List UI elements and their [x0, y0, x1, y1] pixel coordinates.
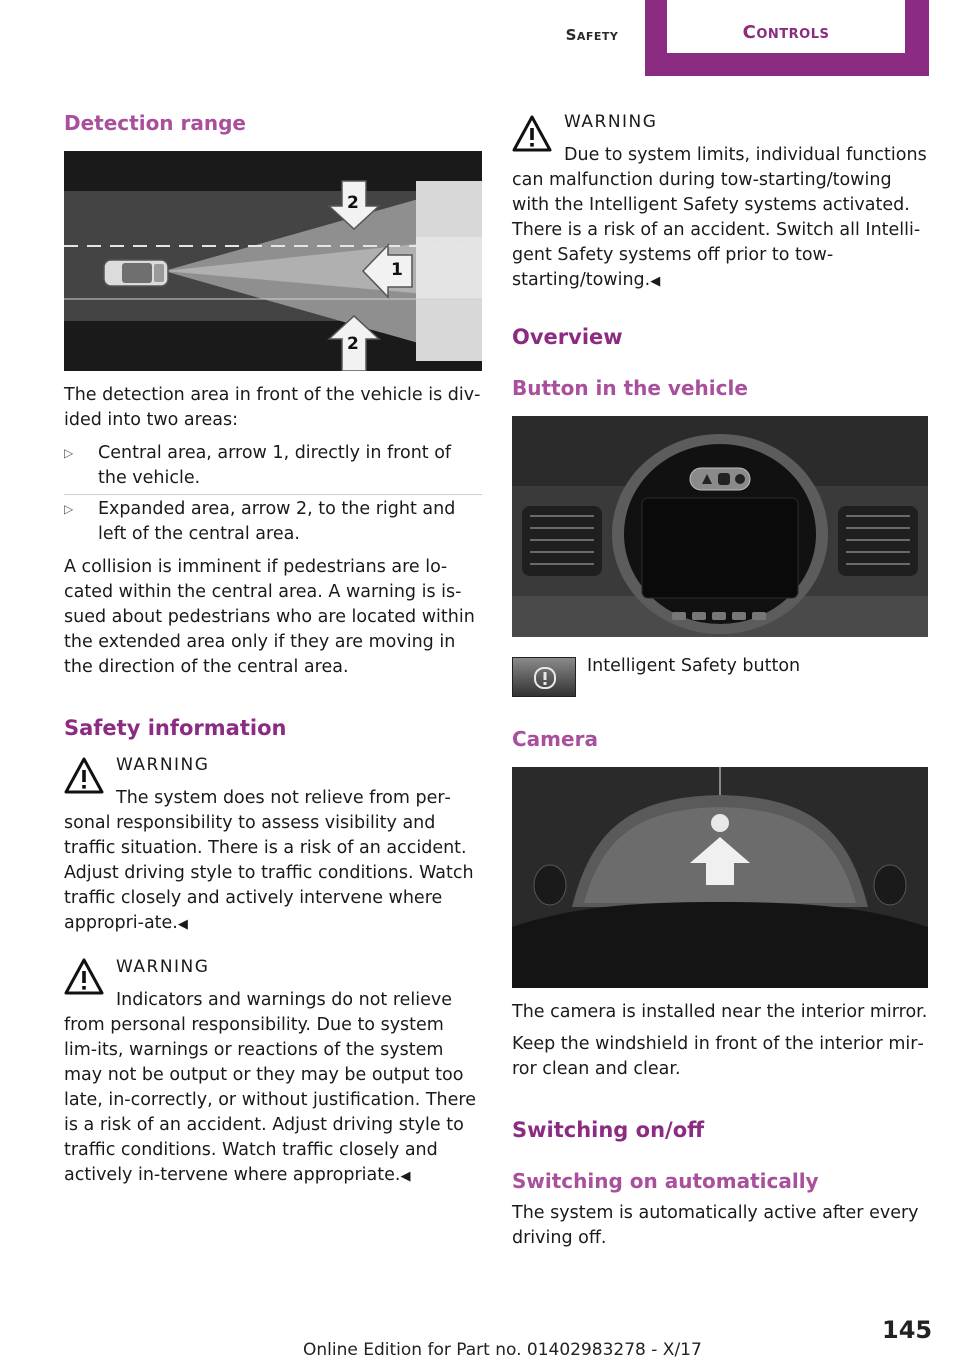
warning-1-body: [64, 786, 482, 937]
overview-heading: Overview: [512, 325, 623, 349]
figure-label-2-bottom: 2: [347, 334, 359, 354]
switching-auto-text: The system is automatically active after every driving off.: [512, 1203, 919, 1248]
header-section-label: Safety: [565, 26, 619, 44]
dashboard-photo: [512, 416, 928, 637]
list-item: [64, 497, 482, 547]
warning-3-text: Due to system limits, individual functions can malfunction during tow-starting/towing with the Intelligent Safety systems activated. There is a risk of an accident. Switch all Intelli‐gent Safety systems off prior to tow-starting/towing.: [512, 145, 927, 290]
camera-heading: Camera: [512, 727, 598, 751]
header-section-tab: [540, 0, 644, 76]
warning-2-text: Indicators and warnings do not relieve from personal responsibility. Due to system lim‐its, warnings or reactions of the system may not be output or they may be output too late, in‐correctly, or without justification. There is a risk of an accident. Adjust driving style to traffic conditions. Watch traffic closely and actively in‐tervene where appropriate.: [64, 990, 476, 1185]
switching-heading: Switching on/off: [512, 1118, 705, 1142]
edition-text: Online Edition for Part no. 01402983278 - X/17: [303, 1340, 702, 1360]
triangle-right-icon: ▷: [64, 446, 74, 460]
switching-auto-heading: Switching on automatically: [512, 1169, 819, 1193]
detection-range-heading: Detection range: [64, 111, 246, 135]
warning-2-title: WARNING: [116, 957, 210, 977]
button-caption: Intelligent Safety button: [587, 656, 801, 676]
dashboard-illustration: [512, 416, 928, 637]
car-topview-icon: [104, 260, 168, 286]
figure-label-2-top: 2: [347, 193, 359, 213]
triangle-right-icon: ▷: [64, 502, 74, 516]
header-chapter-tab: [667, 0, 905, 53]
end-mark: ◀: [650, 274, 661, 289]
end-mark: ◀: [400, 1169, 411, 1184]
camera-text-2: Keep the windshield in front of the interior mir‐ror clean and clear.: [512, 1034, 924, 1079]
bullet-text-1: Central area, arrow 1, directly in front of the vehicle.: [98, 443, 452, 488]
safety-info-heading: Safety information: [64, 716, 287, 740]
list-item: [64, 441, 482, 491]
detection-intro-text: The detection area in front of the vehicle is div‐ided into two areas:: [64, 385, 481, 430]
collision-text: A collision is imminent if pedestrians are lo‐cated within the central area. A warning is is‐sued about pedestrians who are located within the extended area only if they are moving in the direction of the central area.: [64, 557, 475, 677]
warning-1-text: The system does not relieve from per‐sonal responsibility to assess visibility and traffic situation. There is a risk of an accident. Adjust driving style to traffic conditions. Watch traffic closely and actively intervene where appropri‐ate.: [64, 788, 474, 933]
warning-3-body: [512, 143, 930, 294]
end-mark: ◀: [177, 917, 188, 932]
figure-label-1: 1: [391, 260, 403, 280]
detection-range-diagram: [64, 151, 482, 371]
detection-range-figure: [64, 151, 482, 371]
warning-2-body: [64, 988, 482, 1189]
list-divider: [64, 494, 482, 495]
button-in-vehicle-heading: Button in the vehicle: [512, 376, 748, 400]
bullet-text-2: Expanded area, arrow 2, to the right and left of the central area.: [98, 499, 456, 544]
windshield-illustration: [512, 767, 928, 988]
page-footer: [0, 1316, 960, 1362]
page-number: 145: [882, 1316, 933, 1344]
camera-text-1: The camera is installed near the interior mirror.: [512, 1002, 928, 1022]
warning-1-title: WARNING: [116, 755, 210, 775]
warning-3-title: WARNING: [564, 112, 658, 132]
header-chapter-label: Controls: [742, 22, 830, 43]
intelligent-safety-button-icon: [512, 657, 576, 697]
camera-photo: [512, 767, 928, 988]
